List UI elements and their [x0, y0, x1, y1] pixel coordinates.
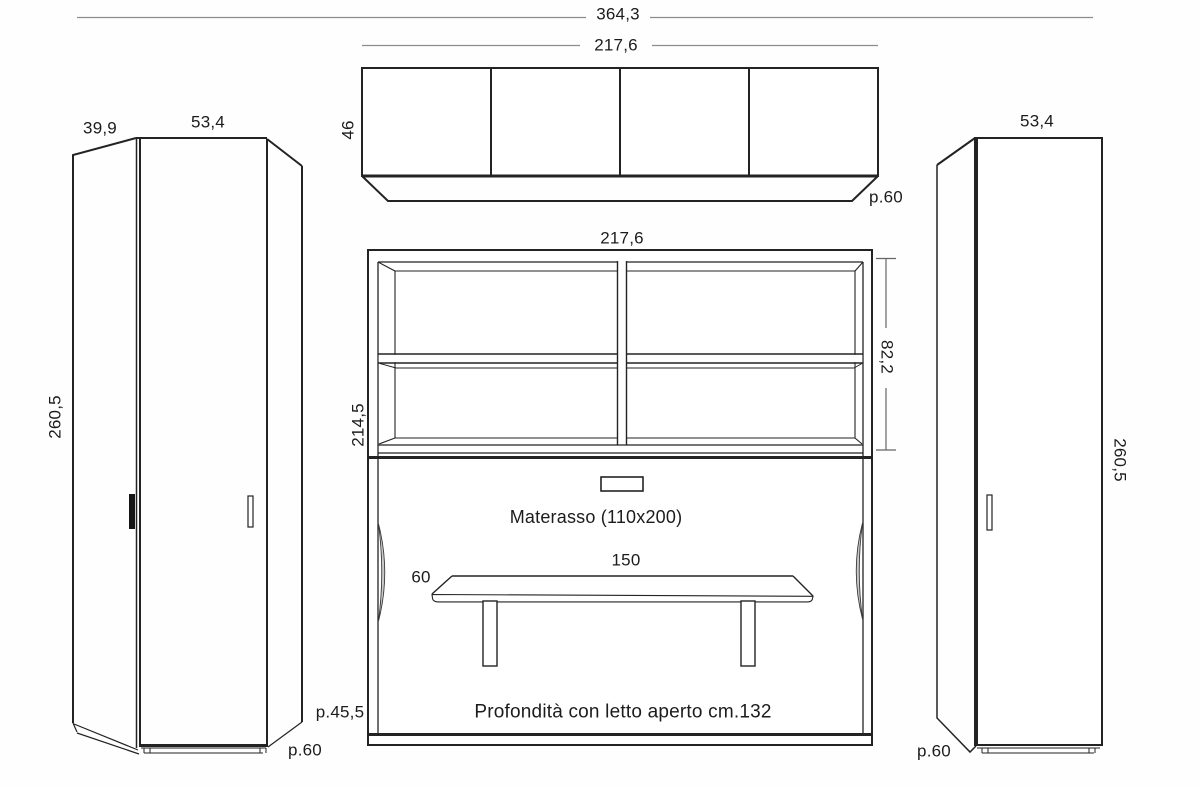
left-wardrobe-side-width-label: 39,9 — [83, 118, 117, 138]
top-cabinet-height-label: 46 — [338, 120, 358, 140]
left-wardrobe-plinth — [141, 748, 266, 753]
right-wardrobe-width-label: 53,4 — [1020, 111, 1054, 131]
right-wardrobe-depth-label: p.60 — [917, 741, 951, 761]
desk-depth-label: 60 — [411, 567, 431, 587]
right-wardrobe-height-label: 260,5 — [1110, 438, 1130, 482]
top-cabinet-width-label: 217,6 — [594, 35, 638, 55]
desk-left-leg — [483, 601, 497, 666]
closed-depth-label: p.45,5 — [315, 702, 365, 722]
desk-right-leg — [741, 601, 755, 666]
left-wardrobe-front-door-handle — [248, 496, 253, 527]
top-cabinet-underside — [362, 176, 878, 201]
left-wardrobe-corner-door-handle — [129, 494, 135, 529]
top-cabinet-depth-label: p.60 — [869, 187, 903, 207]
right-wardrobe-door-handle — [987, 495, 992, 530]
wall-bed-unit — [368, 250, 896, 745]
total-width-label: 364,3 — [596, 4, 640, 24]
left-wardrobe-front-width-label: 53,4 — [191, 112, 225, 132]
left-corner-wardrobe — [73, 138, 302, 754]
bed-pull-handle — [601, 477, 643, 491]
wall-unit-height-label: 214,5 — [348, 403, 368, 447]
left-wardrobe-depth-label: p.60 — [288, 740, 322, 760]
top-cabinet — [362, 68, 878, 201]
wall-unit-width-label: 217,6 — [600, 228, 644, 248]
mattress-note-label: Materasso (110x200) — [509, 507, 683, 527]
desk-width-label: 150 — [611, 550, 641, 570]
right-wardrobe — [937, 138, 1102, 753]
open-depth-note-label: Profondità con letto aperto cm.132 — [474, 701, 772, 723]
right-wardrobe-plinth — [977, 748, 1100, 753]
left-wardrobe-height-label: 260,5 — [45, 395, 65, 439]
shelf-section-height-label: 82,2 — [877, 340, 897, 374]
